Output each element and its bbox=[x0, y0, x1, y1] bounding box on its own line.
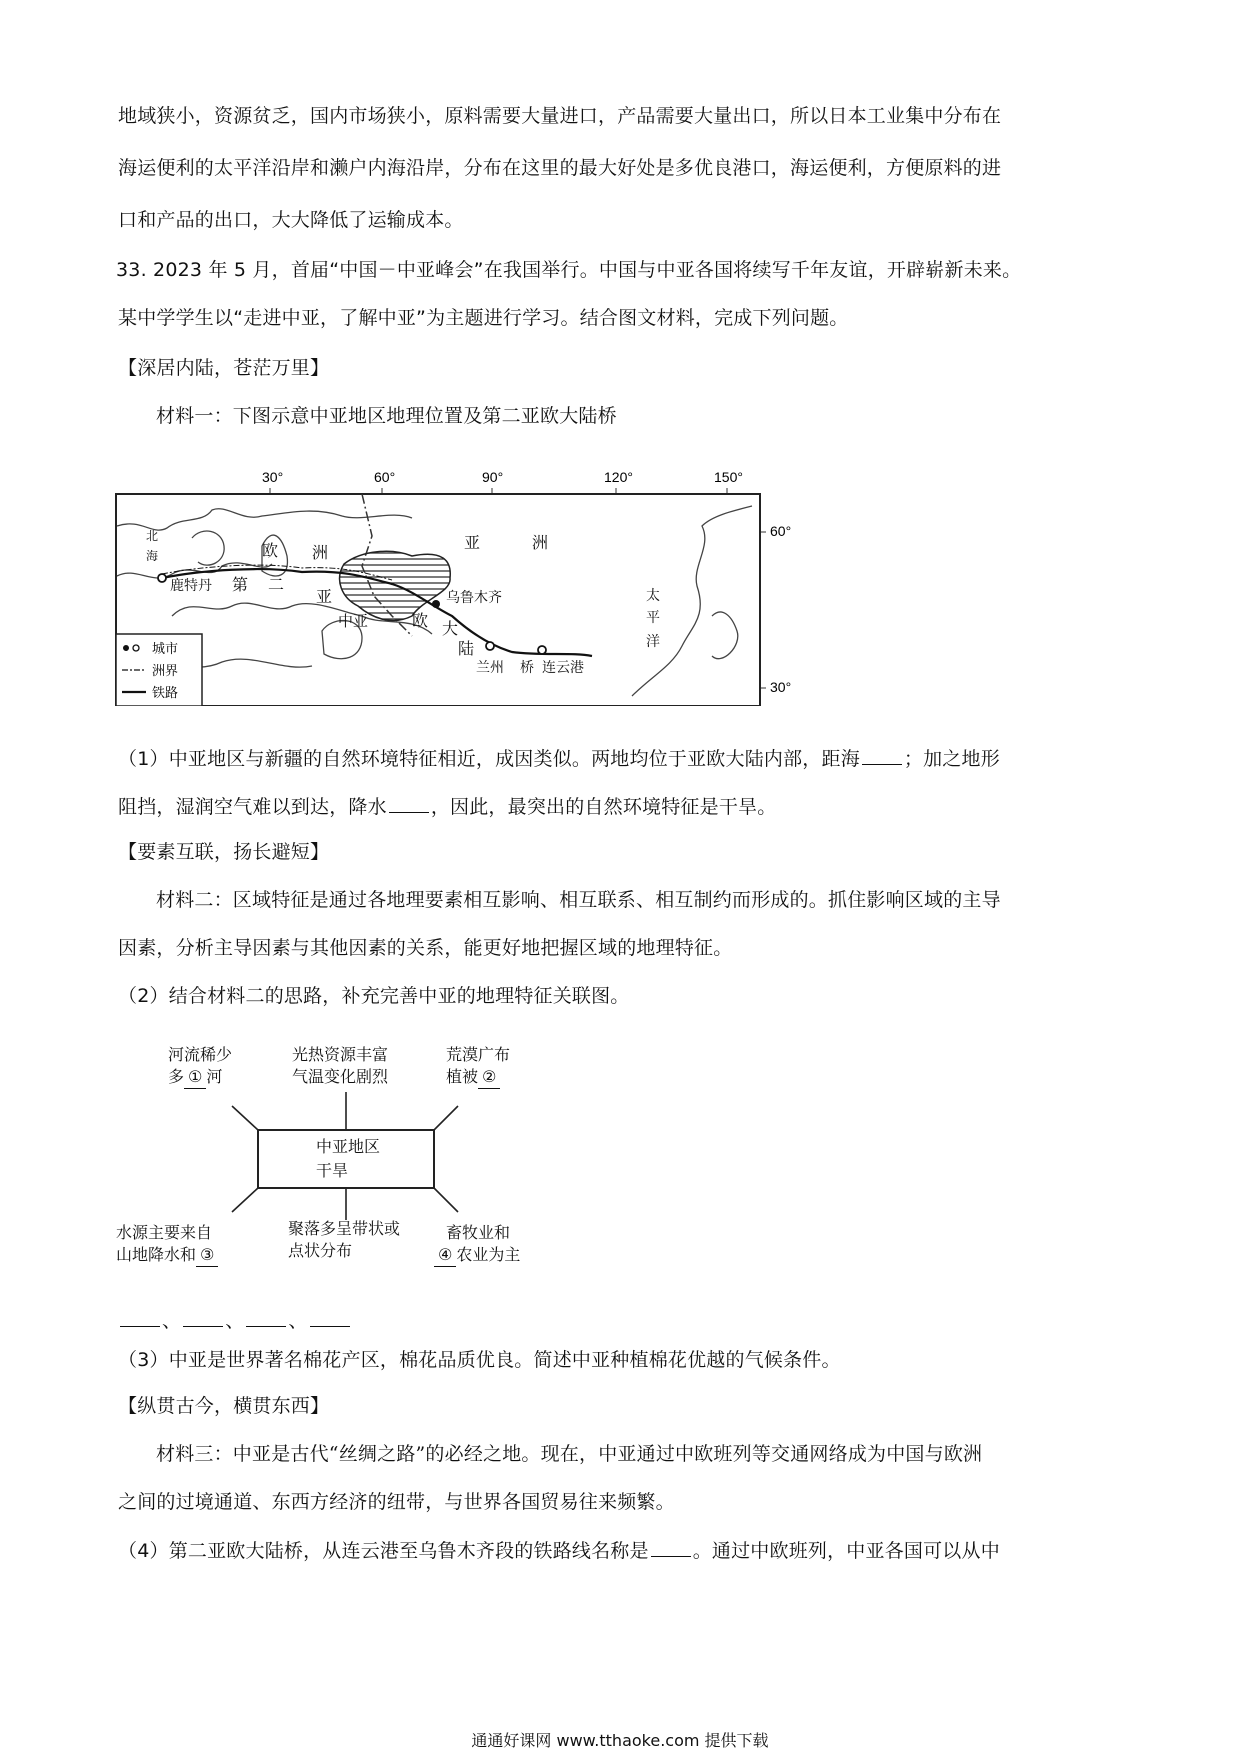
bridge-label: 陆 bbox=[458, 641, 475, 658]
answer-blanks-row bbox=[118, 1308, 352, 1333]
answer-blank[interactable] bbox=[651, 1538, 691, 1557]
blank-3[interactable]: ③ bbox=[196, 1244, 218, 1267]
lianyungang-label: 连云港 bbox=[542, 659, 584, 675]
node-agriculture: 畜牧业和 bbox=[446, 1223, 511, 1242]
central-asia-map bbox=[112, 466, 812, 706]
material-2-line-2: 因素，分析主导因素与其他因素的关系，能更好地把握区域的地理特征。 bbox=[118, 937, 733, 959]
separator: 、 bbox=[162, 1310, 182, 1332]
pacific-label: 平 bbox=[646, 609, 660, 625]
section-heading-2: 【要素互联，扬长避短】 bbox=[118, 841, 330, 863]
answer-blank[interactable] bbox=[310, 1308, 350, 1327]
europe-label: 洲 bbox=[312, 545, 329, 562]
bridge-label: 欧 bbox=[412, 613, 429, 630]
lon-label: 60° bbox=[374, 469, 396, 485]
intro-line-3: 口和产品的出口，大大降低了运输成本。 bbox=[118, 209, 464, 231]
city-marker-rotterdam bbox=[158, 574, 166, 582]
q33-stem-line-1: 33. 2023 年 5 月，首届“中国－中亚峰会”在我国举行。中国与中亚各国将续写千年友谊，开辟崭新未来。 bbox=[116, 259, 1022, 281]
intro-line-1: 地域狭小，资源贫乏，国内市场狭小，原料需要大量进口，产品需要大量出口，所以日本工业集中分布在 bbox=[118, 105, 1002, 127]
lon-label: 120° bbox=[604, 469, 633, 485]
answer-blank[interactable] bbox=[862, 746, 902, 765]
q1-line-2 bbox=[118, 794, 776, 819]
node-rivers: 河流稀少 bbox=[168, 1045, 233, 1064]
material-3-line-2: 之间的过境通道、东西方经济的纽带，与世界各国贸易往来频繁。 bbox=[118, 1491, 675, 1513]
rotterdam-label: 鹿特丹 bbox=[170, 577, 212, 593]
answer-blank[interactable] bbox=[120, 1308, 160, 1327]
legend-railway: 铁路 bbox=[152, 685, 179, 700]
q33-stem-line-2: 某中学学生以“走进中亚，了解中亚”为主题进行学习。结合图文材料，完成下列问题。 bbox=[118, 307, 849, 329]
q1-text: ；加之地形 bbox=[903, 748, 1000, 770]
node-settlement: 点状分布 bbox=[288, 1241, 353, 1260]
pacific-label: 洋 bbox=[646, 633, 660, 649]
section-heading-1: 【深居内陆，苍茫万里】 bbox=[118, 357, 330, 379]
asia-label: 洲 bbox=[532, 535, 549, 552]
answer-blank[interactable] bbox=[183, 1308, 223, 1327]
node-climate: 气温变化剧烈 bbox=[292, 1067, 389, 1086]
material-2-line-1: 材料二：区域特征是通过各地理要素相互影响、相互联系、相互制约而形成的。抓住影响区域的主导 bbox=[156, 889, 1001, 911]
center-label: 中亚地区 bbox=[316, 1137, 381, 1156]
node-agriculture: ④ 农业为主 bbox=[434, 1244, 520, 1267]
blank-4[interactable]: ④ bbox=[434, 1244, 456, 1267]
node-vegetation: 荒漠广布 bbox=[446, 1045, 511, 1064]
lon-label: 150° bbox=[714, 469, 743, 485]
lat-label: 60° bbox=[770, 523, 792, 539]
asia-label: 亚 bbox=[464, 535, 481, 552]
answer-blank[interactable] bbox=[389, 794, 429, 813]
city-marker-lianyungang bbox=[538, 646, 546, 654]
q1-text: 阻挡，湿润空气难以到达，降水 bbox=[118, 796, 387, 818]
section-heading-3: 【纵贯古今，横贯东西】 bbox=[118, 1395, 330, 1417]
node-vegetation: 植被 ② bbox=[446, 1066, 500, 1089]
lon-label: 30° bbox=[262, 469, 284, 485]
page-footer: 通通好课网 www.tthaoke.com 提供下载 bbox=[471, 1731, 769, 1750]
q1-text: ，因此，最突出的自然环境特征是干旱。 bbox=[430, 796, 777, 818]
q4-text: 。通过中欧班列，中亚各国可以从中 bbox=[692, 1540, 1000, 1562]
q1-line-1 bbox=[118, 746, 1000, 771]
bridge-label: 大 bbox=[442, 621, 459, 638]
europe-label: 欧 bbox=[262, 543, 279, 560]
bridge-label: 桥 bbox=[520, 659, 534, 675]
q4-text: （4）第二亚欧大陆桥，从连云港至乌鲁木齐段的铁路线名称是 bbox=[118, 1540, 649, 1562]
bridge-label: 亚 bbox=[316, 589, 333, 606]
bridge-label: 二 bbox=[268, 577, 285, 594]
pacific-label: 太 bbox=[646, 587, 660, 603]
legend-boundary: 洲界 bbox=[152, 663, 179, 678]
separator: 、 bbox=[288, 1310, 308, 1332]
node-settlement: 聚落多呈带状或 bbox=[288, 1219, 401, 1238]
lanzhou-label: 兰州 bbox=[476, 659, 504, 675]
node-climate: 光热资源丰富 bbox=[292, 1045, 389, 1064]
legend-city: 城市 bbox=[152, 641, 179, 656]
city-marker-lanzhou bbox=[486, 642, 494, 650]
city-marker-urumqi bbox=[432, 600, 440, 608]
answer-blank[interactable] bbox=[246, 1308, 286, 1327]
blank-1[interactable]: ① bbox=[184, 1066, 206, 1089]
node-rivers: 多 ① 河 bbox=[168, 1066, 222, 1089]
blank-2[interactable]: ② bbox=[478, 1066, 500, 1089]
q3-stem: （3）中亚是世界著名棉花产区，棉花品质优良。简述中亚种植棉花优越的气候条件。 bbox=[118, 1349, 841, 1371]
lat-label: 30° bbox=[770, 679, 792, 695]
q1-text: （1）中亚地区与新疆的自然环境特征相近，成因类似。两地均位于亚欧大陆内部，距海 bbox=[118, 748, 860, 770]
bridge-label: 第 bbox=[232, 577, 249, 594]
urumqi-label: 乌鲁木齐 bbox=[446, 589, 502, 605]
lon-label: 90° bbox=[482, 469, 504, 485]
node-water: 水源主要来自 bbox=[116, 1223, 213, 1242]
material-3-line-1: 材料三：中亚是古代“丝绸之路”的必经之地。现在，中亚通过中欧班列等交通网络成为中国与欧洲 bbox=[156, 1443, 983, 1465]
center-label: 干旱 bbox=[316, 1161, 349, 1180]
node-water: 山地降水和 ③ bbox=[116, 1244, 218, 1267]
relationship-diagram bbox=[112, 1040, 672, 1272]
north-sea-label: 海 bbox=[146, 549, 159, 563]
separator: 、 bbox=[225, 1310, 245, 1332]
north-sea-label: 北 bbox=[146, 529, 159, 543]
material-1: 材料一：下图示意中亚地区地理位置及第二亚欧大陆桥 bbox=[156, 405, 617, 427]
intro-line-2: 海运便利的太平洋沿岸和濑户内海沿岸，分布在这里的最大好处是多优良港口，海运便利，方便原料的进 bbox=[118, 157, 1002, 179]
q4-line-1 bbox=[118, 1538, 1000, 1563]
central-asia-label: 中亚 bbox=[338, 613, 369, 630]
q2-stem: （2）结合材料二的思路，补充完善中亚的地理特征关联图。 bbox=[118, 985, 630, 1007]
